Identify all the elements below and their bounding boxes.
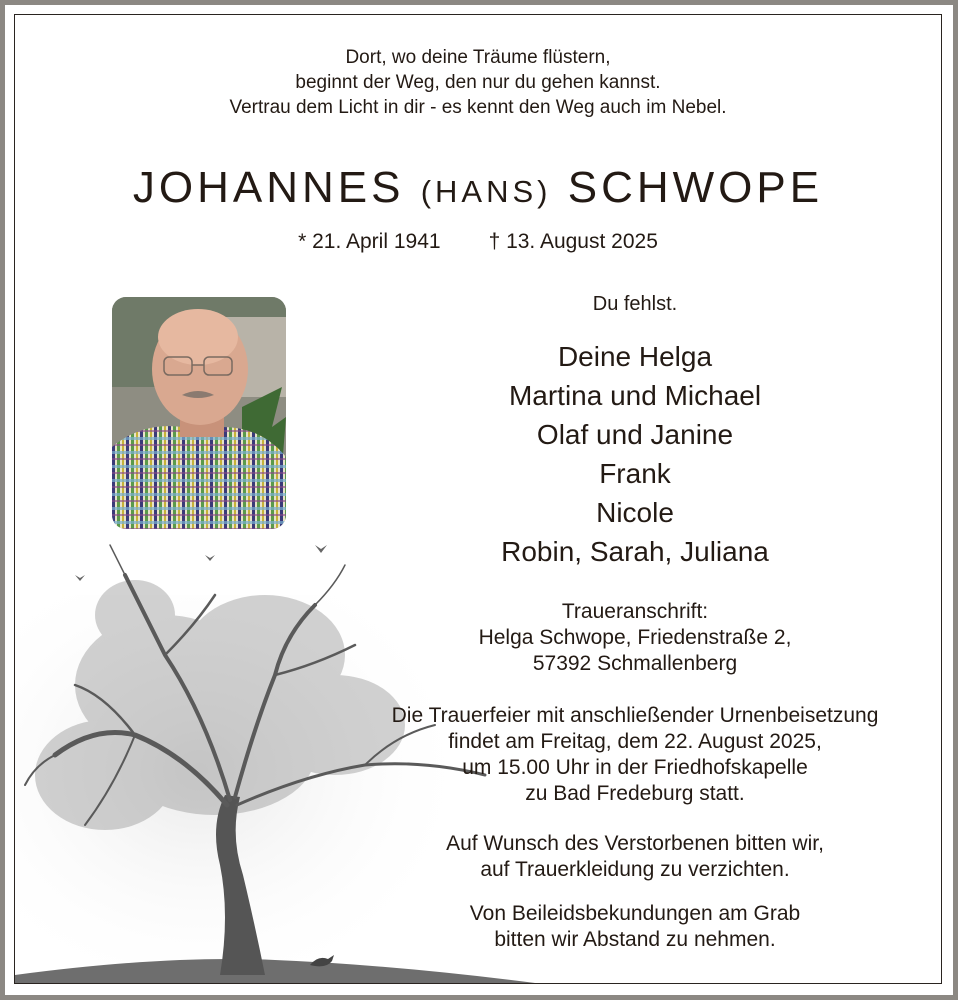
portrait-photo-icon [112,297,286,529]
birth-date: * 21. April 1941 [298,230,441,253]
service-line: Die Trauerfeier mit anschließender Urnenbeisetzung [391,704,879,727]
mourner-name: Olaf und Janine [536,419,734,450]
mourner-name: Nicole [596,497,674,528]
funeral-service-info [345,703,925,807]
deceased-name [15,163,941,217]
wish-line: auf Trauerkleidung zu verzichten. [480,858,790,881]
nickname: (HANS) [420,174,552,209]
obituary-sheet [5,5,953,995]
poem-line: Dort, wo deine Träume flüstern, [345,47,611,68]
dress-code-note [345,831,925,883]
mourner-list [345,337,925,571]
mourner-name: Martina und Michael [508,380,762,411]
first-name: JOHANNES [132,163,405,212]
condolence-line: bitten wir Abstand zu nehmen. [494,928,776,951]
life-dates [15,230,941,254]
obituary-frame [14,14,942,984]
poem-line: Vertrau dem Licht in dir - es kennt den Weg auch im Nebel. [229,97,727,118]
poem-line: beginnt der Weg, den nur du gehen kannst. [295,72,661,93]
portrait-photo [112,297,286,529]
address-line: 57392 Schmallenberg [532,652,738,675]
condolence-note [345,901,925,953]
mourner-name: Frank [599,458,671,489]
last-name: SCHWOPE [567,163,824,212]
missing-note: Du fehlst. [592,293,678,315]
condolence-line: Von Beileidsbekundungen am Grab [469,902,801,925]
address-label: Traueranschrift: [561,600,709,623]
wish-line: Auf Wunsch des Verstorbenen bitten wir, [446,832,824,855]
service-line: zu Bad Fredeburg statt. [525,782,745,805]
death-date: † 13. August 2025 [488,230,658,253]
mourner-name: Robin, Sarah, Juliana [501,536,769,567]
mourner-name: Deine Helga [557,341,713,372]
mourning-address [345,599,925,677]
service-line: findet am Freitag, dem 22. August 2025, [448,730,822,753]
poem [15,45,941,120]
address-line: Helga Schwope, Friedenstraße 2, [478,626,792,649]
service-line: um 15.00 Uhr in der Friedhofskapelle [462,756,808,779]
